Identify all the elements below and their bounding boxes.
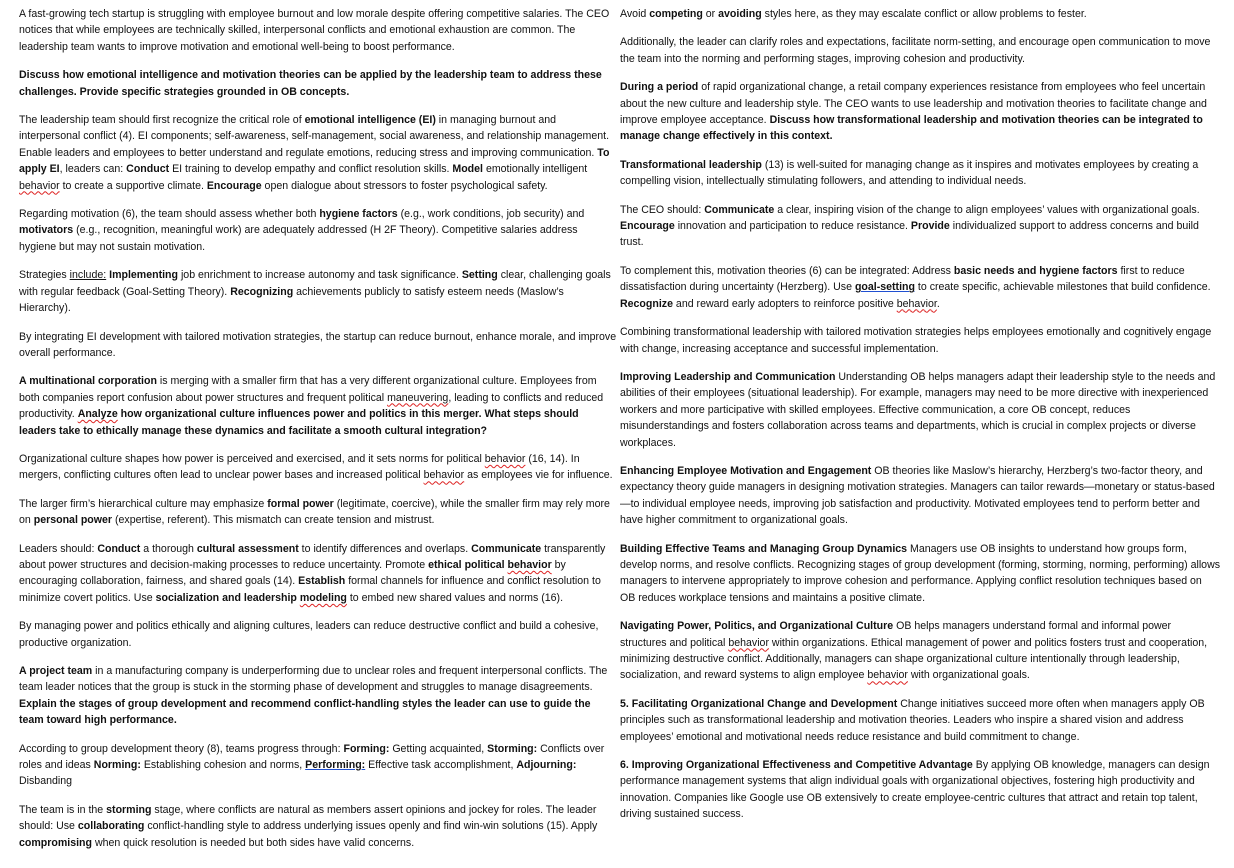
paragraph [620,324,1220,357]
paragraph [19,541,617,607]
text-run: how organizational culture influences power and politics in this merger. What steps should leaders take to ethically manage these dynamics and facilitate a smooth cultural integration? [19,408,579,437]
text-run: OB helps managers understand formal and informal power structures and political [620,620,1172,649]
text-run: Adjourning: [516,759,577,772]
paragraph [19,741,617,790]
text-run: within organizations. Ethical management of power and politics fosters trust and cooperation, minimizing destructive conflict. Additionally, managers can shape organizational culture intentionally through leadership, socialization, and reward systems to align employee [620,636,1208,682]
text-run: Effective task accomplishment, [365,759,517,772]
text-run: Additionally, the leader can clarify roles and expectations, facilitate norm-setting, and encourage open communication to move the team into the norming and performing stages, improving cohesion and productivity. [620,36,1211,65]
paragraph [19,618,617,651]
text-run: formal channels for influence and conflict resolution to minimize covert politics. Use [19,575,601,604]
text-run: Getting acquainted, [389,742,488,755]
paragraph [620,369,1220,451]
text-run: Discuss how transformational leadership and motivation theories can be integrated to manage change effectively in this context. [620,114,1203,143]
text-run: (expertise, referent). This mismatch can create tension and mistrust. [112,514,435,527]
text-run: By integrating EI development with tailored motivation strategies, the startup can reduce burnout, enhance morale, and improve overall performance. [19,330,617,359]
text-run: 5. Facilitating Organizational Change and Development [620,697,898,710]
text-run: Recognize [620,297,673,310]
text-run: Provide [910,220,950,233]
paragraph [19,496,617,529]
paragraph [620,157,1220,190]
text-run: OB theories like Maslow’s hierarchy, Herzberg’s two-factor theory, and expectancy theory guide managers in designing motivation strategies. Managers can tailor rewards—monetary or status-based—to individual employee needs, improving job satisfaction and productivity. Motivated employees tend to perform better and have higher commitment to organizational goals. [620,464,1215,527]
text-run: modeling [299,591,347,604]
paragraph [620,463,1220,529]
text-run: Explain the stages of group development and recommend conflict-handling styles the leader can use to guide the team toward high performance. [19,697,591,727]
text-run: socialization and leadership [155,591,300,604]
text-run: Establish [298,575,346,588]
text-run: (e.g., work conditions, job security) and [397,208,585,221]
paragraph [620,541,1220,607]
text-run: Norming: [93,759,141,772]
paragraph [19,112,617,194]
text-run: Forming: [343,742,390,755]
text-run: stage, where conflicts are natural as members assert opinions and jockey for roles. The leader should: Use [19,803,597,833]
text-run: Conduct [97,542,141,555]
text-run: basic needs and hygiene factors [953,264,1118,277]
text-run: To apply EI [19,146,610,176]
paragraph [620,757,1220,823]
text-run: Implementing [109,269,178,282]
left-column [19,6,617,863]
text-run: maneuvering [387,391,449,404]
text-run: Conduct [126,163,170,176]
paragraph [620,618,1220,684]
text-run: Conflicts over roles and ideas [19,742,605,772]
text-run: Storming: [487,742,538,755]
text-run: compromising [19,836,92,849]
text-run: . [936,297,940,310]
text-run: Setting [461,269,498,282]
text-run: (13) is well-suited for managing change as it inspires and motivates employees by creating a compelling vision, intellectually stimulating followers, and attending to individual needs. [620,158,1199,188]
text-run: During a period [620,81,699,94]
text-run: open dialogue about stressors to foster psychological safety. [261,179,548,192]
paragraph [19,6,617,55]
paragraph [19,67,617,100]
text-run: behavior [423,469,465,482]
text-run: to embed new shared values and norms (16). [346,591,564,604]
text-run: , leading to conflicts and reduced productivity. [19,391,604,421]
text-run: a thorough [140,542,197,555]
text-run: Regarding motivation (6), the team should assess whether both [19,208,320,221]
text-run: achievements publicly to satisfy esteem needs (Maslow’s Hierarchy). [19,285,564,315]
text-run: A fast-growing tech startup is struggling with employee burnout and low morale despite offering competitive salaries. The CEO notices that while employees are technically skilled, interpersonal conflicts and emotional exhaustion are common. The leadership team wants to improve motivation and emotional well-being to boost performance. [19,8,610,53]
paragraph [19,206,617,255]
text-run: Navigating Power, Politics, and Organizational Culture [620,620,894,633]
paragraph [620,202,1220,251]
text-run: in a manufacturing company is underperforming due to unclear roles and frequent interpersonal conflicts. The team leader notices that the group is stuck in the storming phase of development and struggles to manage disagreements. [19,665,608,694]
text-run: Organizational culture shapes how power is perceived and exercised, and it sets norms for political [19,452,485,465]
text-run: Establishing cohesion and norms, [140,759,306,772]
text-run: Encourage [206,179,262,192]
text-run: The team is in the [19,803,107,816]
paragraph [19,663,617,729]
text-run: storming [106,803,152,816]
text-run: A multinational corporation [19,375,157,388]
text-run: Improving Leadership and Communication [620,370,836,383]
text-run: Model [452,163,483,176]
text-run: Transformational leadership [620,158,762,171]
text-run: Avoid [620,8,650,20]
text-run: Change initiatives succeed more often when managers apply OB principles such as transformational leadership and motivation theories. Leaders who inspire a shared vision and address employees’ emotional and motivational needs reduce resistance and build commitment to change. [620,697,1205,743]
text-run: hygiene factors [319,208,398,221]
text-run: ethical political [428,558,508,571]
text-run: job enrichment to increase autonomy and task significance. [178,269,462,282]
text-run: with organizational goals. [907,669,1030,682]
text-run: by encouraging collaboration, fairness, and shared goals (14). [19,558,566,588]
text-run: behavior [728,636,769,649]
text-run: To complement this, motivation theories (6) can be integrated: Address [620,264,954,277]
text-run: Enhancing Employee Motivation and Engagement [620,464,872,477]
paragraph [620,6,1220,22]
text-run: Communicate [471,542,542,555]
right-column [620,6,1220,835]
text-run: By applying OB knowledge, managers can design performance management systems that align individual goals with organizational objectives, fostering high productivity and innovation. Companies like Google use OB extensively to create employee-centric cultures that attract and retain top talent, driving sustained success. [620,759,1210,821]
text-run: as employees vie for influence. [464,469,613,482]
text-run: behavior [896,297,937,310]
text-run: of rapid organizational change, a retail company experiences resistance from employees who feel uncertain about the new culture and leadership style. The CEO wants to use leadership and motivation theories to facilitate change and improve employee acceptance. [620,81,1207,127]
text-run: innovation and participation to reduce resistance. [674,220,911,233]
text-run: to create specific, achievable milestones that build confidence. [914,281,1211,294]
text-run: behavior [484,452,526,465]
text-run: Combining transformational leadership with tailored motivation strategies helps employees emotionally and cognitively engage with change, increasing acceptance and successful implementation. [620,326,1212,355]
text-run: , leaders can: [59,163,127,176]
text-run: motivators [19,224,74,237]
text-run: first to reduce dissatisfaction during uncertainty (Herzberg). Use [620,264,1185,294]
text-run: (e.g., recognition, meaningful work) are adequately addressed (H 2F Theory). Competitive salaries address hygiene but may not sustain motivation. [19,224,578,253]
text-run: include: [69,269,107,282]
text-run: Leaders should: [19,542,98,555]
paragraph [620,263,1220,312]
text-run: Encourage [620,220,675,233]
text-run: The larger firm’s hierarchical culture may emphasize [19,497,268,510]
text-run: a clear, inspiring vision of the change to align employees’ values with organizational goals. [774,203,1200,216]
text-run: (16, 14). In mergers, conflicting cultures often lead to unclear power bases and increased political [19,452,580,482]
text-run: in managing burnout and interpersonal conflict (4). EI components; self-awareness, self-management, social awareness, and relationship management. Enable leaders and employees to better understand and regulate emotions, reducing stress and improving communication. [19,114,610,159]
text-run: The CEO should: [620,203,705,216]
text-run: or [702,8,719,20]
text-run: personal power [33,514,113,527]
text-run: 6. Improving Organizational Effectiveness and Competitive Advantage [620,759,973,772]
text-run: clear, challenging goals with regular feedback (Goal-Setting Theory). [19,269,611,298]
text-run: By managing power and politics ethically and aligning cultures, leaders can reduce destructive conflict and build a cohesive, productive organization. [19,620,599,649]
text-run: conflict-handling style to address underlying issues openly and find win-win solutions (15). Apply [144,820,598,833]
paragraph [19,329,617,362]
paragraph [620,696,1220,745]
text-run: emotional intelligence (EI) [304,114,436,127]
paragraph [620,79,1220,145]
text-run: emotionally intelligent [483,163,588,176]
text-run: behavior [507,558,552,571]
text-run: Disbanding [19,775,73,788]
text-run: and reward early adopters to reinforce positive [672,297,897,310]
text-run: collaborating [77,820,145,833]
text-run: Managers use OB insights to understand how groups form, develop norms, and resolve conflicts. Recognizing stages of group development (forming, storming, norming, performing) allows managers to intervene appropriately to improve cohesion and performance. Applying conflict resolution techniques based on OB reduces workplace tensions and maintains a positive climate. [620,542,1221,604]
text-run: transparently about power structures and decision-making processes to reduce uncertainty. Promote [19,542,606,571]
paragraph [19,373,617,439]
text-run: (legitimate, coercive), while the smaller firm may rely more on [19,497,610,527]
text-run: Strategies [19,269,70,282]
text-run: EI training to develop empathy and conflict resolution skills. [169,163,453,176]
paragraph [19,451,617,484]
text-run: formal power [267,497,334,510]
text-run: Understanding OB helps managers adapt their leadership style to the needs and abilities of their employees (situational leadership). For example, managers may need to be more directive with inexperienced workers and more participative with skilled employees. Effective communication, a core OB concept, reduces misunderstandings and fosters collaboration across teams and departments, which is crucial in complex projects or diverse workplaces. [620,370,1216,449]
text-run: when quick resolution is needed but both sides have valid concerns. [92,836,415,849]
paragraph [620,34,1220,67]
text-run: According to group development theory (8), teams progress through: [19,742,344,755]
text-run: to identify differences and overlaps. [298,542,472,555]
text-run: A project team [19,665,93,677]
text-run: Communicate [704,203,775,216]
link-text[interactable]: goal-setting [854,281,915,294]
text-run: is merging with a smaller firm that has a very different organizational culture. Employees from both companies report confusion about power structures and frequent political [19,375,597,404]
text-run: Recognizing [230,285,294,298]
paragraph [19,267,617,316]
paragraph [19,802,617,851]
text-run: competing [649,8,703,20]
text-run: individualized support to address concerns and build trust. [620,220,1199,249]
text-run: Building Effective Teams and Managing Group Dynamics [620,542,908,555]
text-run: behavior [19,179,60,192]
text-run: cultural assessment [196,542,299,555]
text-run: Analyze [77,408,118,421]
text-run: avoiding [718,8,762,20]
text-run: styles here, as they may escalate conflict or allow problems to fester. [761,8,1087,20]
text-run: to create a supportive climate. [59,179,207,192]
text-run: The leadership team should first recognize the critical role of [19,114,305,127]
text-run: Discuss how emotional intelligence and motivation theories can be applied by the leadership team to address these challenges. Provide specific strategies grounded in OB concepts. [19,69,602,98]
text-run: behavior [867,669,908,682]
link-text[interactable]: Performing: [305,759,366,772]
